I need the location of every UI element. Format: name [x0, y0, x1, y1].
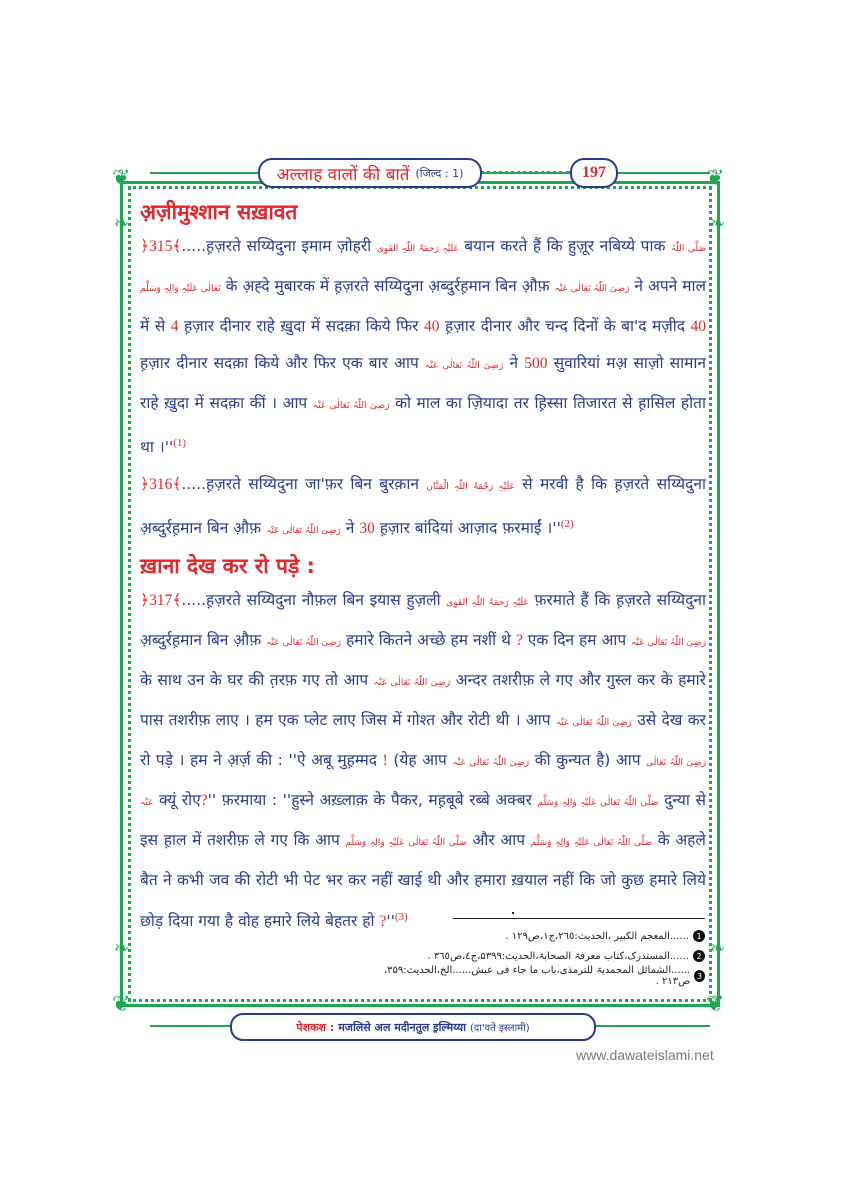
publisher-name: मजलिसे अल मदीनतुल इ़ल्मिय्या — [338, 1020, 467, 1034]
vine-ornament-icon: ❦ — [112, 992, 131, 1017]
footnote-badge: 3 — [694, 970, 705, 982]
text: से मरवी है कि ह़ज़रते सय्यिदुना अ़ब्दुर्रह़मान बिन औ़फ़ — [140, 475, 707, 538]
text: ने — [345, 519, 355, 538]
punct: ? — [379, 913, 387, 931]
text: की कुन्यत है) आप — [534, 751, 641, 770]
honorific: رَضِیَ اللّٰہُ تَعَالٰی عَنْہ — [555, 718, 632, 729]
honorific: عَلَیْہِ رَحمَۃُ اللّٰہِ القَوِی — [376, 244, 459, 254]
vine-ornament-icon: ❦ — [706, 166, 725, 191]
footnote-rule — [453, 918, 705, 919]
website-link[interactable]: www.dawateislami.net — [576, 1047, 714, 1063]
text: और आप — [472, 831, 526, 850]
vine-ornament-icon: ❦ — [706, 992, 725, 1017]
honorific: رَضِیَ اللّٰہُ تَعَالٰی عَنْہ — [631, 638, 706, 649]
vine-ornament-icon: ❧ — [710, 213, 726, 234]
number: 40 — [423, 318, 440, 335]
honorific: صَلَّی اللّٰہُ تَعَالٰی عَلَیْہِ وَالِہٖ وَسَلَّم — [537, 798, 659, 809]
paragraph-315 — [140, 228, 706, 466]
text: (येह आप — [393, 751, 447, 770]
page-number: 197 — [570, 158, 618, 188]
number: 4 — [170, 318, 179, 335]
honorific: رَضِیَ اللّٰہُ تَعَالٰی عَنْہ — [266, 638, 342, 649]
vine-ornament-icon: ❦ — [112, 166, 131, 191]
text: ने अपने माल में से — [140, 277, 707, 335]
footnote-item — [380, 946, 705, 966]
text: के अहले बैत ने कभी जव की रोटी भी पेट भर कर नहीं खाई थी और हमारा ख़याल नहीं कि जो कुछ हमारे लिये छोड़ दिया गया है वोह हमारे लिये बेहतर हो — [140, 831, 706, 931]
honorific: عَلَیْہِ رَحمَۃُ اللّٰہِ القَوِی — [446, 598, 529, 609]
paragraph-317 — [140, 582, 706, 940]
running-footer — [230, 1013, 596, 1041]
section-heading: ख़ाना देख कर रो पड़े : — [140, 554, 315, 579]
text: ह़ज़ार बांदियां आज़ाद फ़रमाईं ।'' — [379, 519, 561, 538]
text: .....ह़ज़रते सय्यिदुना नौफ़ल बिन इयास हुज़ली — [181, 591, 441, 610]
text: ह़ज़ार दीनार सदक़ा किये और फिर एक बार आप — [140, 354, 419, 372]
footnote-badge: 1 — [693, 930, 705, 942]
text: अन्दर तशरीफ़ ले गए और गुस्ल कर के हमारे पास तशरीफ़ लाए । हम एक प्लेट लाए जिस में गोश्त और रोटी थी । आप — [140, 671, 706, 730]
number: 500 — [524, 355, 548, 372]
text: एक दिन हम आप — [527, 631, 627, 650]
footnote-item — [380, 966, 705, 986]
number: 40 — [690, 318, 706, 335]
section-heading: अ़ज़ीमुश्शान सख़ावत — [140, 200, 298, 224]
paragraph-316 — [140, 466, 706, 550]
header-dotted-leader — [480, 171, 570, 174]
hadith-number: ﴿316﴾ — [140, 476, 182, 494]
footnote-badge: 2 — [693, 950, 705, 962]
text: '' फ़रमाया : ''हुस्ने अख़्लाक़ के पैकर, मह़बूबे रब्बे अक्बर — [207, 791, 532, 810]
book-title: अल्लाह वालों की बातें — [276, 164, 410, 185]
volume-label: (जिल्द : 1) — [415, 166, 464, 180]
text: के साथ उन के घर की त़रफ़ गए तो आप — [140, 671, 369, 690]
honorific: رَضِیَ اللّٰہُ تَعَالٰی عَنْہ — [554, 284, 630, 294]
running-header — [258, 158, 482, 188]
hadith-number: ﴿317﴾ — [140, 592, 182, 610]
footnote-text: ......المعجم الکبیر ،الحدیث:۲٦٥،ج۱،ص۱۲۹ . — [505, 930, 689, 942]
footnote-item — [380, 926, 705, 946]
number: 30 — [359, 520, 375, 538]
text: '' — [386, 912, 395, 931]
honorific: عَلَیْہِ رَحْمَۃُ اللّٰہِ الْمَنَّان — [426, 482, 515, 493]
honorific: رَضِیَ اللّٰہُ تَعَالٰی عَنْہ — [266, 526, 341, 537]
text: को माल का ज़ियादा तर ह़िस्सा तिजारत से ह़ासिल होता था ।'' — [140, 394, 707, 457]
vine-ornament-icon: ❧ — [114, 213, 130, 234]
text: .....ह़ज़रते सय्यिदुना इमाम ज़ोहरी — [181, 237, 372, 255]
footnotes — [380, 926, 705, 986]
punct: ! — [382, 752, 388, 770]
honorific: رَضِیَ اللّٰہُ تَعَالٰی عَنْہ — [452, 758, 530, 769]
punct: ? — [200, 792, 208, 810]
honorific: رَضِیَ اللّٰہُ تَعَالٰی عَنْہ — [424, 361, 504, 371]
honorific: رَضِیَ اللّٰہُ تَعَالٰی عَنْہ — [312, 401, 390, 411]
text: सुवारियां मअ़ साज़ो सामान राहे ख़ुदा में सदक़ा कीं । आप — [140, 354, 706, 412]
footnote-dot — [512, 912, 514, 914]
punct: ? — [515, 632, 523, 650]
honorific: رَضِیَ اللّٰہُ تَعَالٰی عَنْہ — [373, 678, 451, 689]
vine-ornament-icon: ❧ — [114, 938, 130, 959]
hadith-number: ﴿315﴾ — [140, 238, 182, 255]
honorific: صَلَّی اللّٰہُ تَعَالٰی عَلَیْہِ وَالِہٖ وَسَلَّم — [345, 838, 467, 849]
text: ह़ज़ार दीनार राहे ख़ुदा में सदक़ा किये फिर — [184, 317, 419, 335]
footnote-text: ......المستدرک،کتاب معرفۃ الصحابۃ،الحدیث:۵۳۹۹،ج٤،ص٣٦٥ . — [427, 950, 689, 962]
footnote-ref[interactable]: (2) — [560, 518, 574, 531]
footnote-ref[interactable]: (3) — [394, 911, 408, 924]
footnote-text: ......الشمائل المحمدیۃ للترمذی،باب ما جاء فی عیش......الخ،الحدیث:۳۵۹، ص۲۱۳ . — [383, 965, 691, 987]
honorific: رَضِیَ اللّٰہُ تَعَالٰی عَنْہ — [140, 758, 706, 809]
honorific: صَلَّی اللّٰہُ تَعَالٰی عَلَیْہِ وَالِہٖ وَسَلَّم — [140, 244, 706, 294]
publisher-parent: (दा'वते इस्लामी) — [470, 1023, 530, 1034]
text: फ़रमाते हैं कि ह़ज़रते सय्यिदुना अ़ब्दुर्रह़मान बिन औ़फ़ — [140, 591, 706, 650]
footer-label: पेशकश : — [296, 1020, 335, 1034]
honorific: صَلَّی اللّٰہُ تَعَالٰی عَلَیْہِ وَالِہٖ وَسَلَّم — [530, 838, 653, 849]
text: के अ़ह्दे मुबारक में ह़ज़रते सय्यिदुना अ़ब्दुर्रह़मान बिन औ़फ़ — [225, 277, 550, 295]
page-content — [140, 196, 706, 940]
footnote-ref[interactable]: (1) — [173, 437, 187, 449]
text: उसे देख कर रो पड़े । हम ने अ़र्ज़ की : ''ऐ अबू मुह़म्मद — [140, 711, 707, 770]
text: ने — [509, 354, 519, 372]
text: ह़ज़ार दीनार और चन्द दिनों के बा'द मज़ीद — [444, 317, 685, 335]
text: दुन्या से इस ह़ाल में तशरीफ़ ले गए कि आप — [140, 791, 706, 850]
vine-ornament-icon: ❧ — [710, 938, 726, 959]
text: बयान करते हैं कि हुज़ूर नबिय्ये पाक — [464, 237, 666, 255]
text: .....ह़ज़रते सय्यिदुना जा'फ़र बिन बुरक़ान — [181, 475, 419, 494]
text: क्यूं रोए — [158, 791, 201, 810]
text: हमारे कितने अच्छे हम नशीं थे — [345, 631, 511, 650]
